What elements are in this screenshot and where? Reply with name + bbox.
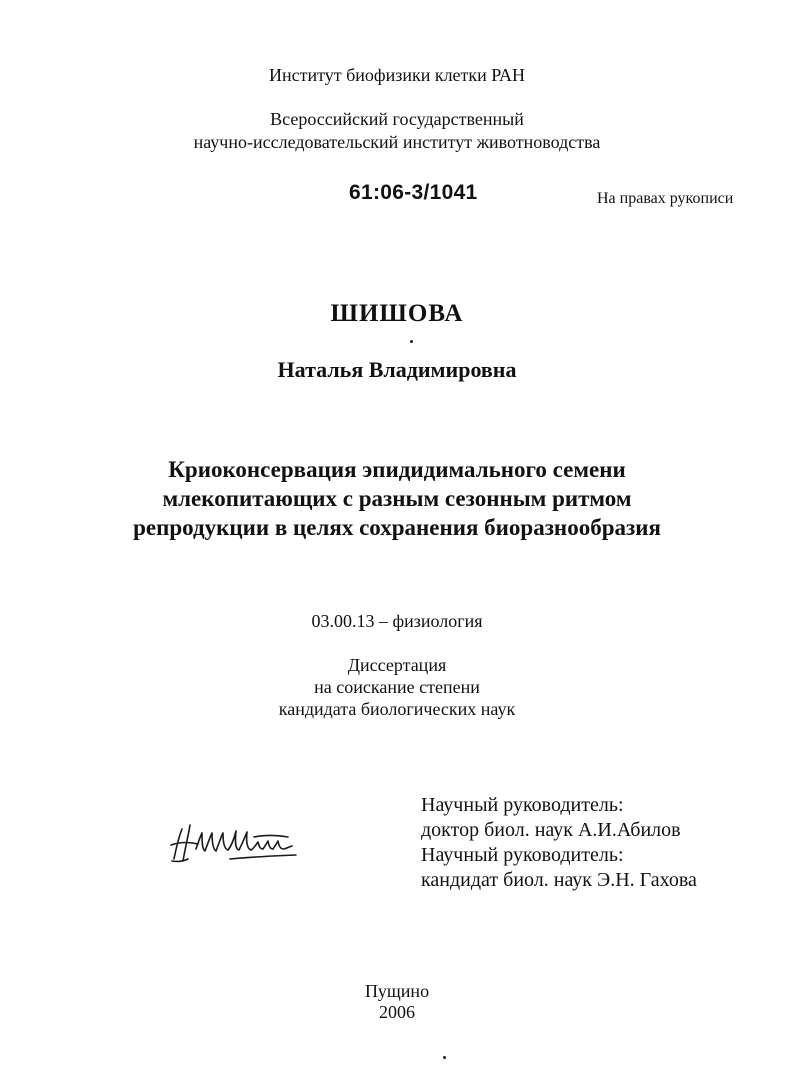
title-line-3: репродукции в целях сохранения биоразнообразия [133,515,661,540]
degree-line-2: на соискание степени [314,677,480,697]
institute-line: Институт биофизики клетки РАН [269,65,525,85]
supervisor-name-1: доктор биол. наук А.И.Абилов [421,819,681,841]
specialty: 03.00.13 – физиология [311,611,483,631]
footer-city: Пущино [364,981,430,1001]
rights-note: На правах рукописи [597,190,734,207]
scan-speck [443,1056,446,1059]
institute2-line2: научно-исследовательский институт животноводства [193,132,601,152]
catalog-code: 61:06-3/1041 [349,181,478,204]
title-line-2: млекопитающих с разным сезонным ритмом [162,486,632,511]
institute2-line1: Всероссийский государственный [270,109,524,129]
supervisor-label-2: Научный руководитель: [421,844,624,866]
author-given-names: Наталья Владимировна [277,357,517,382]
degree-line-1: Диссертация [347,655,447,675]
supervisor-label-1: Научный руководитель: [421,794,624,816]
scan-speck [410,340,413,343]
degree-line-3: кандидата биологических наук [278,699,516,719]
handwritten-signature [168,815,318,867]
footer-year: 2006 [379,1002,415,1022]
author-surname: ШИШОВА [330,300,464,327]
supervisor-name-2: кандидат биол. наук Э.Н. Гахова [421,869,697,891]
title-line-1: Криоконсервация эпидидимального семени [168,457,626,482]
